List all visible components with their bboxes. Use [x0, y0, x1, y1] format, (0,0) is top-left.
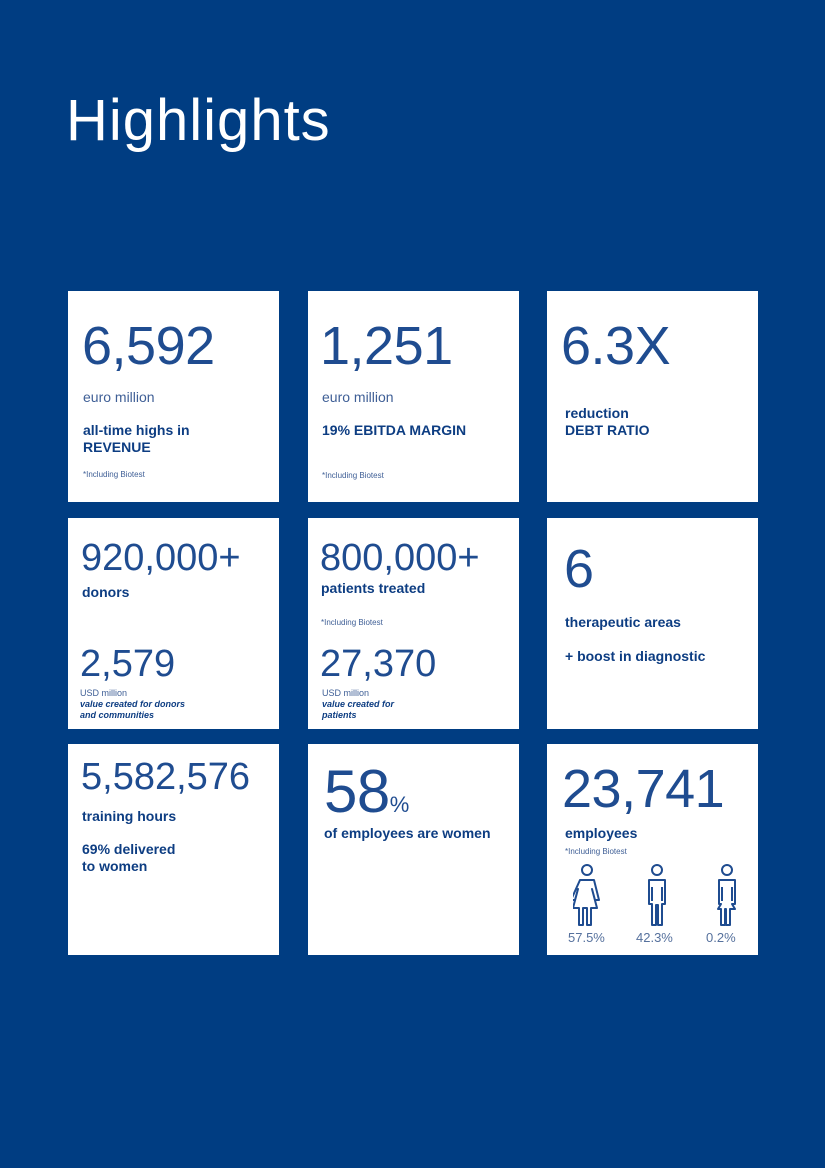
women-card — [308, 744, 519, 955]
training-label2-line2: to women — [82, 858, 148, 874]
debt-label-line1: reduction — [565, 405, 629, 421]
revenue-label-line2: REVENUE — [83, 439, 151, 455]
ebitda-value: 1,251 — [320, 316, 453, 376]
employees-split-female: 57.5% — [568, 930, 605, 945]
training-card — [68, 744, 279, 955]
donors-desc-line2: and communities — [80, 710, 155, 720]
employees-card — [547, 744, 758, 955]
women-number: 58 — [324, 758, 390, 825]
revenue-note: *Including Biotest — [83, 470, 145, 479]
women-suffix: % — [389, 792, 409, 817]
therapeutic-card — [547, 518, 758, 729]
revenue-value: 6,592 — [82, 316, 215, 376]
training-label: training hours — [82, 808, 177, 824]
women-value — [324, 758, 409, 825]
donors-value2: 2,579 — [80, 643, 176, 685]
employees-label: employees — [565, 825, 638, 841]
donors-desc-line1: value created for donors — [80, 699, 186, 709]
training-value: 5,582,576 — [81, 756, 251, 798]
training-label2-line1: 69% delivered — [82, 841, 176, 857]
revenue-label-line1: all-time highs in — [83, 422, 190, 438]
therapeutic-value: 6 — [564, 539, 594, 599]
donors-card — [68, 518, 279, 729]
employees-value: 23,741 — [562, 759, 725, 819]
debt-card — [547, 291, 758, 502]
patients-card — [308, 518, 519, 729]
patients-value2: 27,370 — [320, 643, 437, 685]
page-title: Highlights — [66, 88, 331, 153]
debt-value: 6.3X — [561, 316, 671, 376]
patients-note: *Including Biotest — [321, 618, 383, 627]
employees-split-male: 42.3% — [636, 930, 673, 945]
patients-desc-line2: patients — [322, 710, 357, 720]
revenue-card — [68, 291, 279, 502]
male-person-icon — [643, 863, 671, 927]
debt-label-line2: DEBT RATIO — [565, 422, 650, 438]
donors-unit2: USD million — [80, 688, 128, 698]
women-label: of employees are women — [324, 825, 491, 841]
patients-unit2: USD million — [322, 688, 370, 698]
employees-split-nonbinary: 0.2% — [706, 930, 736, 945]
nonbinary-person-icon — [713, 863, 741, 927]
ebitda-unit: euro million — [322, 389, 394, 405]
ebitda-card — [308, 291, 519, 502]
employees-note: *Including Biotest — [565, 847, 627, 856]
therapeutic-label2: + boost in diagnostic — [565, 648, 706, 664]
patients-label: patients treated — [321, 580, 426, 596]
ebitda-note: *Including Biotest — [322, 471, 384, 480]
ebitda-label: 19% EBITDA MARGIN — [322, 422, 467, 438]
patients-value: 800,000+ — [320, 537, 480, 579]
therapeutic-label: therapeutic areas — [565, 614, 681, 630]
donors-value: 920,000+ — [81, 537, 241, 579]
patients-desc-line1: value created for — [322, 699, 395, 709]
donors-label: donors — [82, 584, 130, 600]
female-person-icon — [573, 863, 601, 927]
revenue-unit: euro million — [83, 389, 155, 405]
